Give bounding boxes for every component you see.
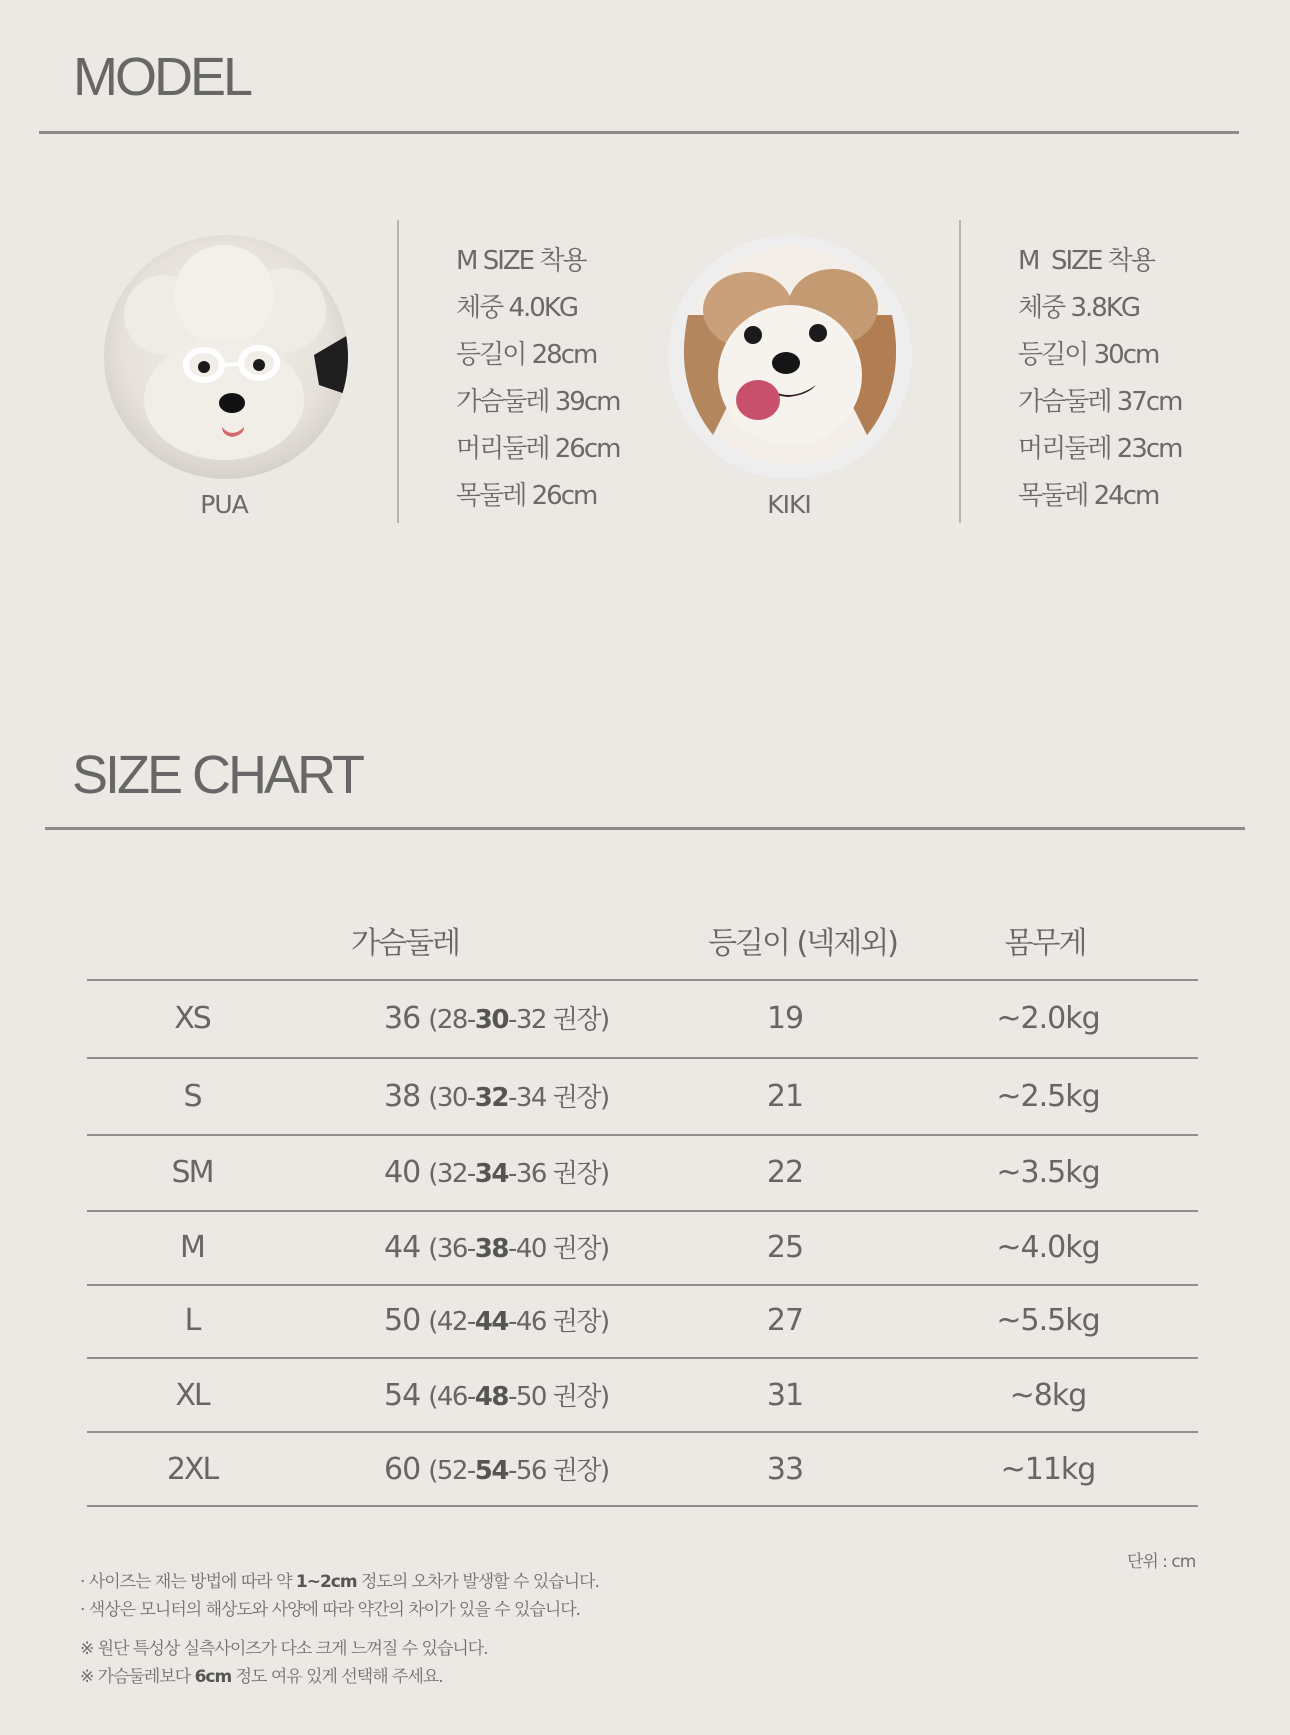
pua-spec-chest: 가슴둘레 39cm	[456, 387, 620, 417]
table-row	[87, 982, 1198, 1056]
kiki-spec-size: M SIZE 착용	[1018, 246, 1154, 276]
kiki-photo	[668, 235, 912, 479]
chest-cell: 38 (30-32-34 권장)	[384, 1079, 609, 1114]
kiki-spec-neck: 목둘레 24cm	[1018, 481, 1159, 511]
pua-spec-neck: 목둘레 26cm	[456, 481, 597, 511]
model-divider-vertical-1	[397, 220, 399, 523]
table-bottom-line	[87, 1505, 1198, 1507]
table-row	[87, 1284, 1198, 1358]
kiki-spec-head: 머리둘레 23cm	[1018, 434, 1182, 464]
size-label: XL	[175, 1378, 209, 1413]
chest-cell: 54 (46-48-50 권장)	[384, 1378, 609, 1413]
back-length-cell: 22	[766, 1155, 804, 1190]
table-row	[87, 1136, 1198, 1210]
size-label: S	[183, 1079, 201, 1114]
size-chart-divider	[45, 827, 1245, 830]
model-divider	[39, 131, 1239, 134]
kiki-spec-chest: 가슴둘레 37cm	[1018, 387, 1182, 417]
back-length-cell: 31	[766, 1378, 804, 1413]
weight-cell: ~2.5kg	[996, 1079, 1100, 1114]
size-label: 2XL	[166, 1452, 218, 1487]
size-label: XS	[174, 1001, 210, 1036]
pua-spec-weight: 체중 4.0KG	[456, 293, 578, 323]
table-row	[87, 1433, 1198, 1507]
table-row	[87, 1359, 1198, 1433]
kiki-spec-list	[1018, 238, 1181, 520]
size-label: M	[180, 1230, 204, 1265]
header-back-length: 등길이 (넥제외)	[708, 926, 897, 961]
chest-cell: 60 (52-54-56 권장)	[384, 1452, 609, 1487]
model-name-pua: PUA	[200, 490, 248, 519]
unit-label: 단위 : cm	[1127, 1552, 1196, 1572]
model-title: MODEL	[73, 47, 251, 107]
back-length-cell: 27	[766, 1303, 804, 1338]
note-recommend: ※ 가슴둘레보다 6cm 정도 여유 있게 선택해 주세요.	[80, 1667, 443, 1687]
weight-cell: ~8kg	[1009, 1378, 1087, 1413]
table-row	[87, 1211, 1198, 1285]
back-length-cell: 25	[766, 1230, 804, 1265]
pua-spec-back: 등길이 28cm	[456, 340, 597, 370]
table-row	[87, 1060, 1198, 1134]
size-label: SM	[171, 1155, 213, 1190]
pua-photo	[104, 235, 348, 479]
pua-spec-list	[456, 238, 619, 520]
chest-cell: 40 (32-34-36 권장)	[384, 1155, 609, 1190]
kiki-spec-weight: 체중 3.8KG	[1018, 293, 1140, 323]
note-measurement: · 사이즈는 재는 방법에 따라 약 1~2cm 정도의 오차가 발생할 수 있습니다.	[80, 1572, 599, 1592]
pua-spec-size: M SIZE 착용	[456, 246, 586, 276]
back-length-cell: 33	[766, 1452, 804, 1487]
weight-cell: ~11kg	[1000, 1452, 1096, 1487]
header-chest: 가슴둘레	[351, 926, 459, 961]
note-fabric: ※ 원단 특성상 실측사이즈가 다소 크게 느껴질 수 있습니다.	[80, 1639, 488, 1659]
header-weight: 몸무게	[1004, 926, 1086, 961]
size-chart-title: SIZE CHART	[72, 745, 363, 805]
model-divider-vertical-2	[959, 220, 961, 523]
weight-cell: ~4.0kg	[996, 1230, 1100, 1265]
weight-cell: ~2.0kg	[996, 1001, 1100, 1036]
back-length-cell: 19	[766, 1001, 804, 1036]
chest-cell: 44 (36-38-40 권장)	[384, 1230, 609, 1265]
chest-cell: 50 (42-44-46 권장)	[384, 1303, 609, 1338]
row-divider	[87, 1057, 1198, 1059]
model-name-kiki: KIKI	[767, 490, 811, 519]
weight-cell: ~5.5kg	[996, 1303, 1100, 1338]
weight-cell: ~3.5kg	[996, 1155, 1100, 1190]
note-color: · 색상은 모니터의 해상도와 사양에 따라 약간의 차이가 있을 수 있습니다.	[80, 1600, 581, 1620]
chest-cell: 36 (28-30-32 권장)	[384, 1001, 609, 1036]
back-length-cell: 21	[766, 1079, 804, 1114]
table-header-line	[87, 979, 1198, 981]
size-label: L	[184, 1303, 200, 1338]
kiki-spec-back: 등길이 30cm	[1018, 340, 1159, 370]
pua-spec-head: 머리둘레 26cm	[456, 434, 620, 464]
